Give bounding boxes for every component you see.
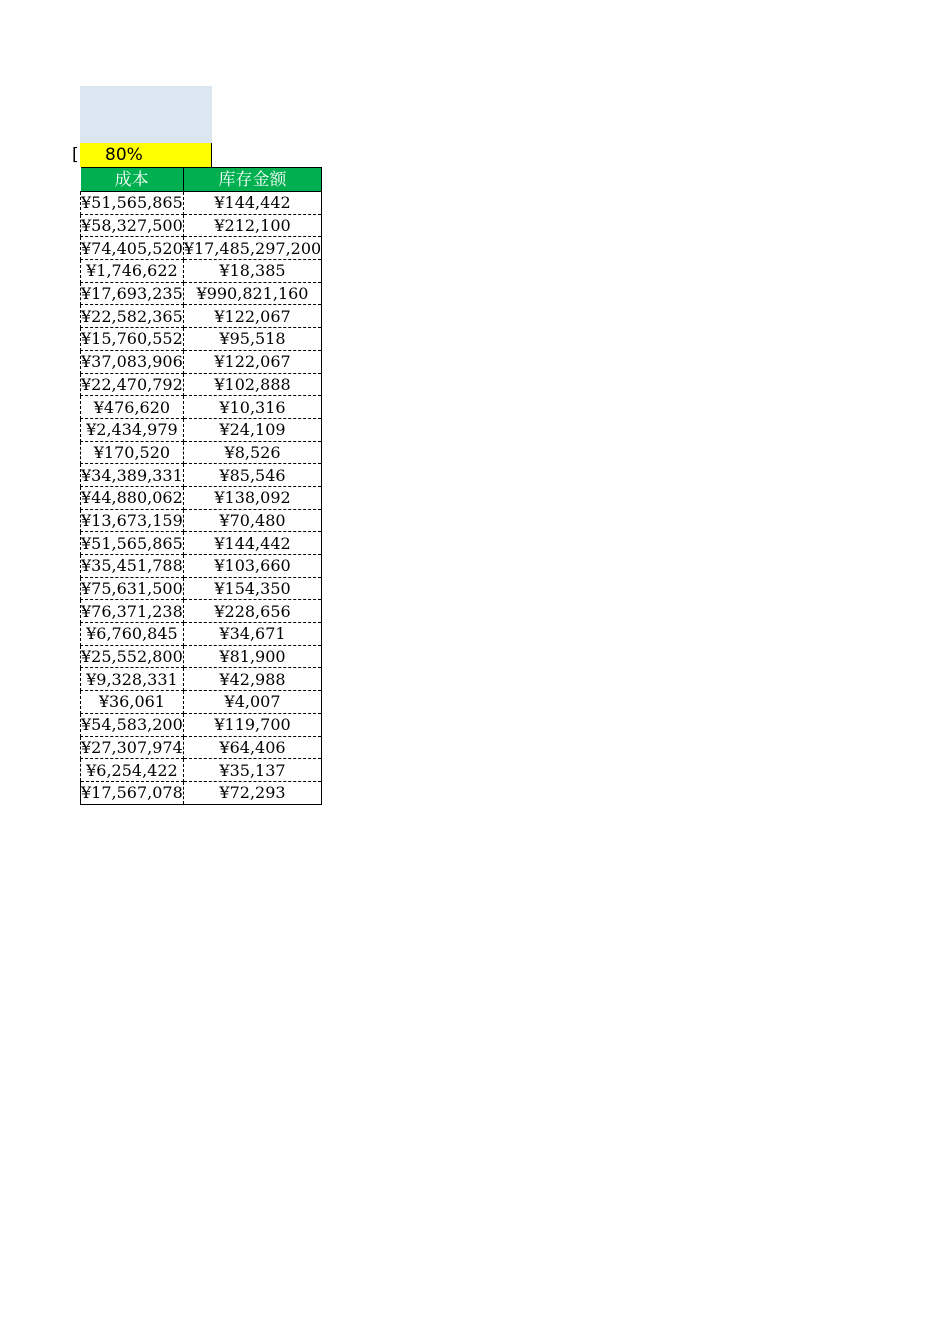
table-row [81,781,322,804]
cost-cell[interactable]: ¥170,520 [81,441,184,464]
cost-cell[interactable]: ¥35,451,788 [81,556,183,576]
inventory-amount-cell[interactable]: ¥119,700 [183,713,321,736]
table-row [81,305,322,328]
table-row [81,418,322,441]
cost-cell[interactable]: ¥17,567,078 [81,783,183,803]
cost-cell[interactable]: ¥51,565,865 [81,193,183,213]
inventory-amount-cell[interactable]: ¥103,660 [183,555,321,578]
inventory-amount-cell[interactable]: ¥154,350 [183,577,321,600]
cost-cell[interactable]: ¥22,470,792 [81,374,183,394]
inventory-amount-cell[interactable]: ¥42,988 [183,668,321,691]
table-row [81,350,322,373]
inventory-amount-cell[interactable]: ¥17,485,297,200 [183,238,322,258]
cost-cell[interactable]: ¥34,389,331 [81,465,183,485]
table-row [81,623,322,646]
cost-cell[interactable]: ¥1,746,622 [81,260,184,283]
cost-cell[interactable]: ¥44,880,062 [81,488,183,508]
inventory-amount-cell[interactable]: ¥144,442 [183,532,321,555]
cost-cell[interactable]: ¥54,583,200 [81,715,183,735]
table-row [81,577,322,600]
inventory-amount-cell[interactable]: ¥18,385 [183,260,321,283]
table-row [81,668,322,691]
table-row [81,736,322,759]
inventory-amount-cell[interactable]: ¥81,900 [183,645,321,668]
inventory-table [80,167,322,805]
inventory-amount-cell[interactable]: ¥10,316 [183,396,321,419]
inventory-amount-cell[interactable]: ¥64,406 [183,736,321,759]
table-row [81,464,322,487]
header-fill-cell[interactable] [80,86,212,143]
inventory-amount-cell[interactable]: ¥34,671 [183,623,321,646]
inventory-amount-cell[interactable]: ¥144,442 [183,192,321,215]
table-row [81,237,322,260]
header-inventory-amount[interactable]: 库存金额 [183,168,321,192]
table-row [81,759,322,782]
table-row [81,532,322,555]
inventory-amount-cell[interactable]: ¥122,067 [183,305,321,328]
table-row [81,260,322,283]
table-row [81,396,322,419]
table-row [81,282,322,305]
table-row [81,214,322,237]
cost-cell[interactable]: ¥15,760,552 [81,329,183,349]
table-row [81,645,322,668]
cost-cell[interactable]: ¥2,434,979 [81,418,184,441]
header-cost[interactable]: 成本 [81,168,184,192]
table-row [81,691,322,714]
rate-cell[interactable] [72,143,212,167]
inventory-amount-cell[interactable]: ¥8,526 [183,441,321,464]
cost-cell[interactable]: ¥76,371,238 [81,601,183,621]
inventory-amount-cell[interactable]: ¥35,137 [183,759,321,782]
cost-cell[interactable]: ¥27,307,974 [81,737,183,757]
cost-cell[interactable]: ¥37,083,906 [81,352,183,372]
table-row [81,713,322,736]
cost-cell[interactable]: ¥74,405,520 [81,238,183,258]
inventory-amount-cell[interactable]: ¥95,518 [183,328,321,351]
table-body [81,192,322,805]
table-row [81,509,322,532]
inventory-amount-cell[interactable]: ¥228,656 [183,600,321,623]
cost-cell[interactable]: ¥58,327,500 [81,216,183,236]
cost-cell[interactable]: ¥13,673,159 [81,510,183,530]
inventory-amount-cell[interactable]: ¥122,067 [183,350,321,373]
inventory-amount-cell[interactable]: ¥102,888 [183,373,321,396]
cost-cell[interactable]: ¥6,254,422 [81,759,184,782]
inventory-amount-cell[interactable]: ¥212,100 [183,214,321,237]
table-row [81,600,322,623]
inventory-amount-cell[interactable]: ¥70,480 [183,509,321,532]
cost-cell[interactable]: ¥75,631,500 [81,579,183,599]
rate-clipped-label: [ [72,145,79,165]
cost-cell[interactable]: ¥476,620 [81,396,184,419]
inventory-amount-cell[interactable]: ¥24,109 [183,418,321,441]
table-row [81,486,322,509]
inventory-amount-cell[interactable]: ¥72,293 [183,781,321,804]
cost-cell[interactable]: ¥6,760,845 [81,623,184,646]
inventory-amount-cell[interactable]: ¥990,821,160 [183,282,321,305]
cost-cell[interactable]: ¥36,061 [81,691,184,714]
table-row [81,192,322,215]
inventory-amount-cell[interactable]: ¥85,546 [183,464,321,487]
table-row [81,441,322,464]
cost-cell[interactable]: ¥17,693,235 [81,284,183,304]
table-row [81,328,322,351]
cost-cell[interactable]: ¥9,328,331 [81,668,184,691]
rate-value: 80% [105,145,143,165]
table-row [81,373,322,396]
inventory-amount-cell[interactable]: ¥138,092 [183,486,321,509]
inventory-amount-cell[interactable]: ¥4,007 [183,691,321,714]
table-row [81,555,322,578]
cost-cell[interactable]: ¥51,565,865 [81,533,183,553]
table-header-row [81,168,322,192]
cost-cell[interactable]: ¥22,582,365 [81,306,183,326]
cost-cell[interactable]: ¥25,552,800 [81,647,183,667]
